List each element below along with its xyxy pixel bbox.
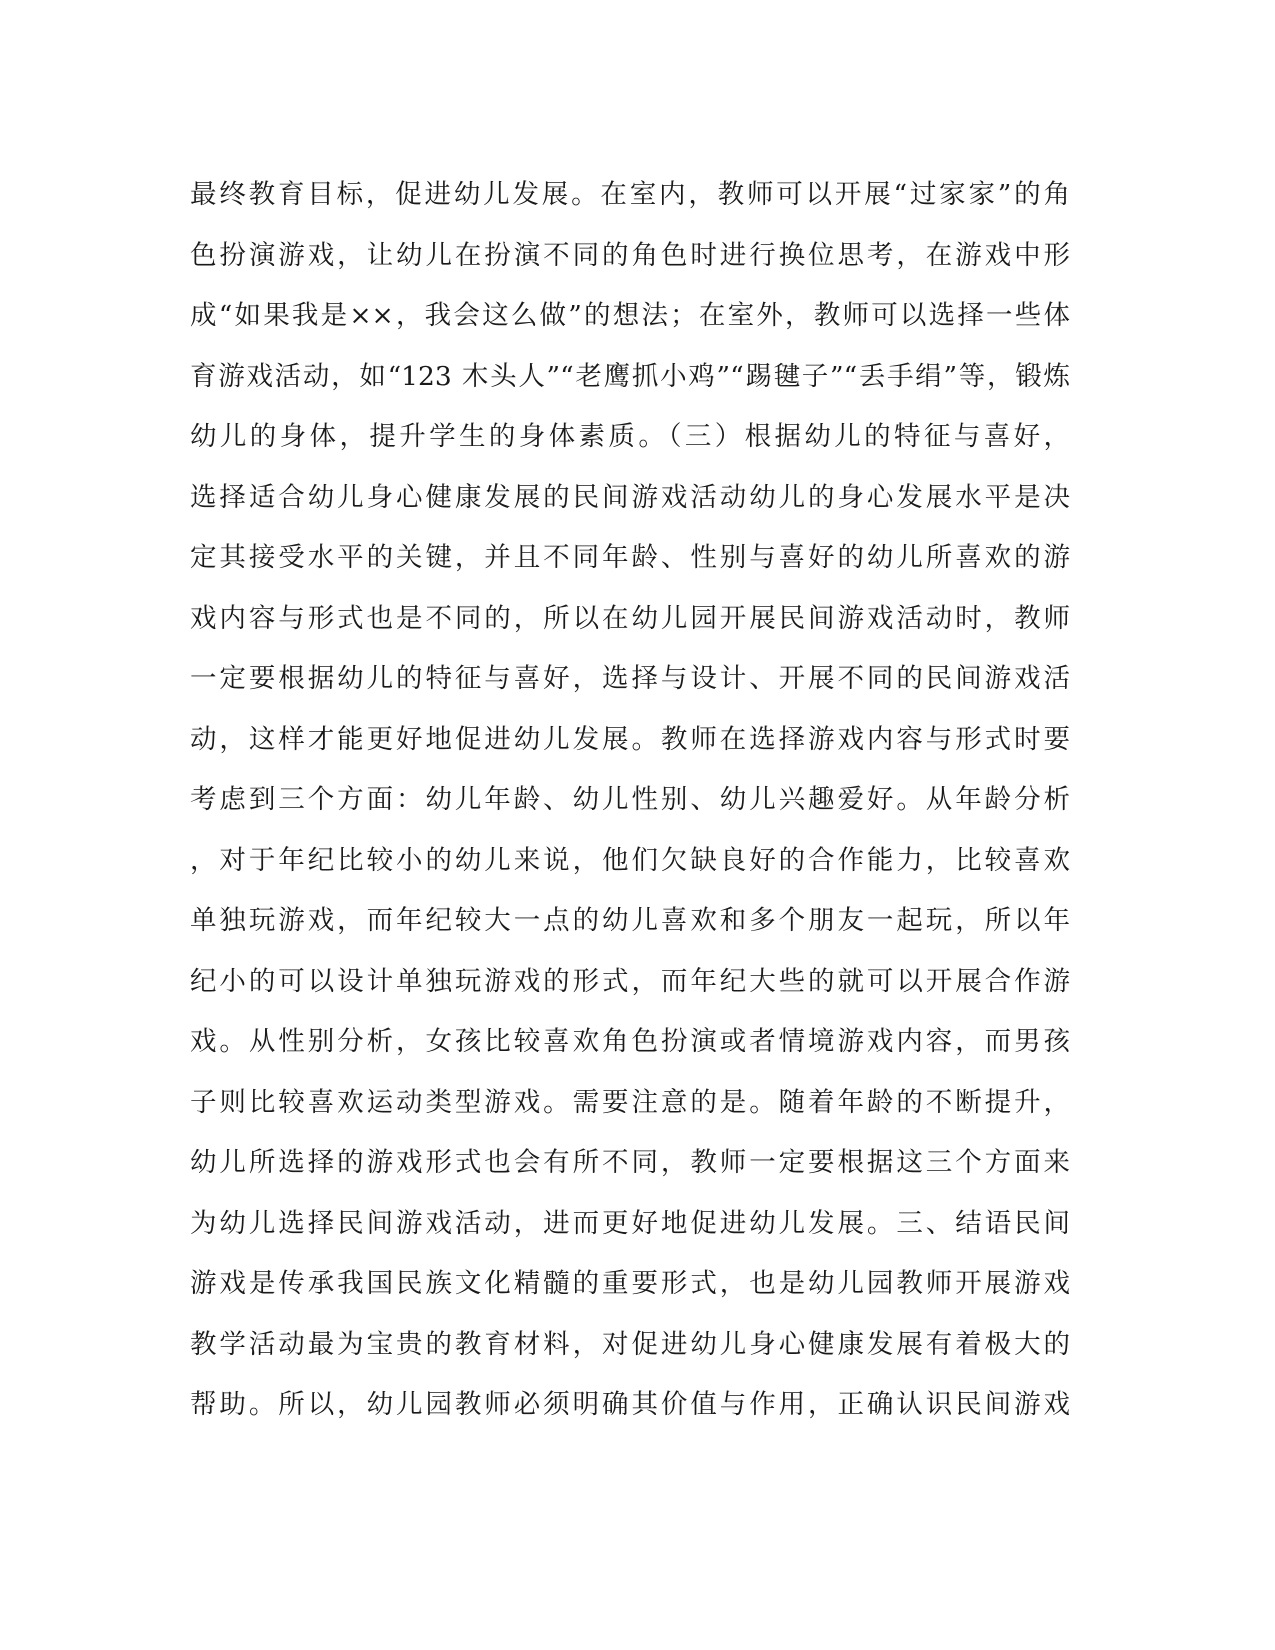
text-line: 定其接受水平的关键，并且不同年龄、性别与喜好的幼儿所喜欢的游	[190, 542, 1070, 573]
text-line: 单独玩游戏，而年纪较大一点的幼儿喜欢和多个朋友一起玩，所以年	[190, 905, 1070, 936]
text-line: ，对于年纪比较小的幼儿来说，他们欠缺良好的合作能力，比较喜欢	[190, 844, 1070, 876]
body-text	[190, 165, 1070, 1436]
text-line: 游戏是传承我国民族文化精髓的重要形式，也是幼儿园教师开展游戏	[190, 1268, 1070, 1299]
text-line: 最终教育目标，促进幼儿发展。在室内，教师可以开展“过家家”的角	[190, 179, 1070, 210]
text-line: 帮助。所以，幼儿园教师必须明确其价值与作用，正确认识民间游戏	[190, 1389, 1070, 1420]
text-line: 育游戏活动，如“123 木头人”“老鹰抓小鸡”“踢毽子”“丢手绢”等，锻炼	[190, 360, 1070, 392]
text-line: 成“如果我是××，我会这么做”的想法；在室外，教师可以选择一些体	[190, 300, 1070, 331]
text-line: 幼儿的身体，提升学生的身体素质。（三）根据幼儿的特征与喜好，	[190, 421, 1070, 452]
text-line: 动，这样才能更好地促进幼儿发展。教师在选择游戏内容与形式时要	[190, 723, 1070, 755]
text-line: 一定要根据幼儿的特征与喜好，选择与设计、开展不同的民间游戏活	[190, 663, 1070, 694]
text-line: 戏。从性别分析，女孩比较喜欢角色扮演或者情境游戏内容，而男孩	[190, 1026, 1070, 1057]
text-line: 教学活动最为宝贵的教育材料，对促进幼儿身心健康发展有着极大的	[190, 1328, 1070, 1360]
text-line: 戏内容与形式也是不同的，所以在幼儿园开展民间游戏活动时，教师	[190, 602, 1070, 634]
text-line: 选择适合幼儿身心健康发展的民间游戏活动幼儿的身心发展水平是决	[190, 481, 1070, 513]
text-line: 色扮演游戏，让幼儿在扮演不同的角色时进行换位思考，在游戏中形	[190, 239, 1070, 271]
text-line: 考虑到三个方面：幼儿年龄、幼儿性别、幼儿兴趣爱好。从年龄分析	[190, 784, 1070, 815]
text-line: 为幼儿选择民间游戏活动，进而更好地促进幼儿发展。三、结语民间	[190, 1207, 1070, 1239]
text-line: 纪小的可以设计单独玩游戏的形式，而年纪大些的就可以开展合作游	[190, 965, 1070, 997]
text-line: 幼儿所选择的游戏形式也会有所不同，教师一定要根据这三个方面来	[190, 1147, 1070, 1178]
text-line: 子则比较喜欢运动类型游戏。需要注意的是。随着年龄的不断提升，	[190, 1086, 1070, 1118]
